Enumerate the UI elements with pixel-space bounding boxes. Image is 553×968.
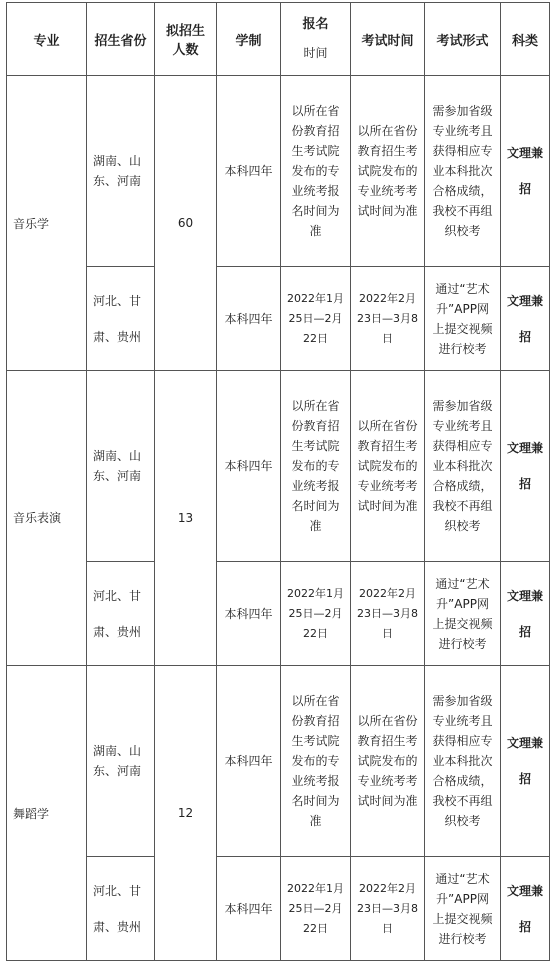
exam-time-cell: 2022年2月23日—3月8日 [351,267,425,371]
duration-cell: 本科四年 [217,666,281,857]
table-row [7,371,550,562]
table-row [7,562,550,666]
subject-cell: 文理兼招 [501,267,550,371]
register-cell: 以所在省份教育招生考试院发布的专业统考报名时间为准 [281,371,351,562]
header-quota: 拟招生人数 [155,3,217,76]
exam-time-cell: 以所在省份教育招生考试院发布的专业统考考试时间为准 [351,76,425,267]
major-cell: 音乐表演 [7,371,87,666]
exam-time-cell: 以所在省份教育招生考试院发布的专业统考考试时间为准 [351,371,425,562]
duration-cell: 本科四年 [217,371,281,562]
major-cell: 舞蹈学 [7,666,87,961]
province-cell: 河北、甘肃、贵州 [87,857,155,961]
register-cell: 以所在省份教育招生考试院发布的专业统考报名时间为准 [281,666,351,857]
register-cell: 2022年1月25日—2月22日 [281,267,351,371]
subject-cell: 文理兼招 [501,562,550,666]
subject-cell: 文理兼招 [501,666,550,857]
header-row [7,3,550,76]
quota-cell: 60 [155,76,217,371]
header-register-line1: 报名 [302,17,329,32]
province-cell: 湖南、山东、河南 [87,76,155,267]
subject-cell: 文理兼招 [501,76,550,267]
exam-form-cell: 需参加省级专业统考且获得相应专业本科批次合格成绩，我校不再组织校考 [425,76,501,267]
header-exam-form: 考试形式 [425,3,501,76]
major-cell: 音乐学 [7,76,87,371]
exam-form-cell: 通过“艺术升”APP网上提交视频进行校考 [425,562,501,666]
exam-time-cell: 2022年2月23日—3月8日 [351,562,425,666]
header-exam-time: 考试时间 [351,3,425,76]
header-province: 招生省份 [87,3,155,76]
province-cell: 湖南、山东、河南 [87,666,155,857]
subject-cell: 文理兼招 [501,371,550,562]
header-subject: 科类 [501,3,550,76]
register-cell: 2022年1月25日—2月22日 [281,857,351,961]
exam-form-cell: 需参加省级专业统考且获得相应专业本科批次合格成绩，我校不再组织校考 [425,666,501,857]
exam-time-cell: 2022年2月23日—3月8日 [351,857,425,961]
header-register-line2: 时间 [303,46,328,60]
header-major: 专业 [7,3,87,76]
exam-form-cell: 通过“艺术升”APP网上提交视频进行校考 [425,857,501,961]
header-duration: 学制 [217,3,281,76]
exam-form-cell: 通过“艺术升”APP网上提交视频进行校考 [425,267,501,371]
register-cell: 2022年1月25日—2月22日 [281,562,351,666]
duration-cell: 本科四年 [217,562,281,666]
province-cell: 河北、甘肃、贵州 [87,267,155,371]
table-row [7,76,550,267]
duration-cell: 本科四年 [217,267,281,371]
header-register [281,3,351,76]
quota-cell: 12 [155,666,217,961]
register-cell: 以所在省份教育招生考试院发布的专业统考报名时间为准 [281,76,351,267]
table-row [7,267,550,371]
subject-cell: 文理兼招 [501,857,550,961]
exam-time-cell: 以所在省份教育招生考试院发布的专业统考考试时间为准 [351,666,425,857]
admission-table-container [6,2,550,961]
table-row [7,666,550,857]
exam-form-cell: 需参加省级专业统考且获得相应专业本科批次合格成绩，我校不再组织校考 [425,371,501,562]
duration-cell: 本科四年 [217,857,281,961]
duration-cell: 本科四年 [217,76,281,267]
province-cell: 河北、甘肃、贵州 [87,562,155,666]
province-cell: 湖南、山东、河南 [87,371,155,562]
quota-cell: 13 [155,371,217,666]
table-row [7,857,550,961]
admission-table [6,2,550,961]
